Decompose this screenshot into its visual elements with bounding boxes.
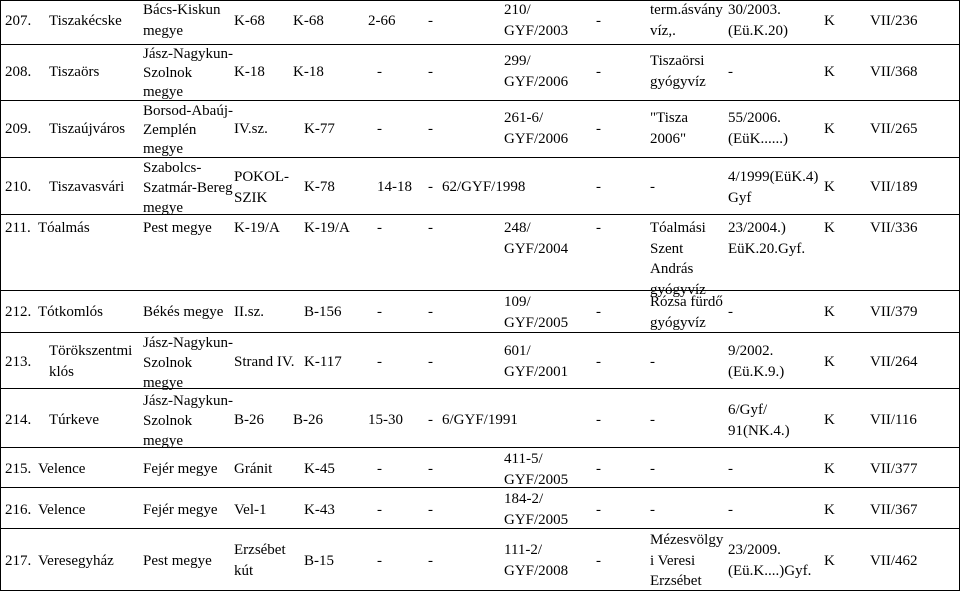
table-cell: 109/	[504, 294, 531, 310]
table-cell: -	[428, 304, 433, 320]
table-cell: megye	[143, 200, 183, 216]
table-cell: K-68	[234, 13, 265, 29]
table-cell: VII/462	[870, 553, 918, 569]
table-cell: Tóalmás	[38, 220, 90, 236]
table-cell: Szabolcs-	[143, 160, 202, 176]
table-cell: B-156	[304, 304, 342, 320]
table-cell: K-43	[304, 502, 335, 518]
table-cell: GYF/2005	[504, 512, 569, 528]
table-cell: Fejér megye	[143, 502, 218, 518]
table-cell: 111-2/	[504, 542, 543, 558]
table-cell: K	[824, 553, 835, 569]
table-cell: K-78	[304, 179, 335, 195]
table-cell: POKOL-	[234, 169, 289, 185]
table-cell: -	[428, 354, 433, 370]
table-cell: Békés megye	[143, 304, 224, 320]
table-cell: 217.	[5, 553, 32, 569]
table-cell: gyógyvíz	[650, 74, 706, 90]
table-cell: -	[596, 13, 601, 29]
table-cell: -	[650, 461, 655, 477]
table-cell: 411-5/	[504, 451, 543, 467]
table-cell: -	[728, 502, 733, 518]
table-cell: K	[824, 121, 835, 137]
table-cell: Strand IV.	[234, 354, 295, 370]
table-cell: K-19/A	[304, 220, 350, 236]
table-cell: GYF/2005	[504, 315, 569, 331]
table-cell: 248/	[504, 220, 531, 236]
table-cell: víz,.	[650, 23, 676, 39]
table-cell: 261-6/	[504, 110, 544, 126]
table-cell: megye	[143, 141, 183, 157]
table-cell: K	[824, 354, 835, 370]
table-cell: -	[428, 412, 433, 428]
table-cell: 212.	[5, 304, 32, 320]
table-cell: -	[377, 354, 382, 370]
row-divider	[0, 487, 960, 488]
table-cell: Szent	[650, 241, 684, 257]
table-cell: SZIK	[234, 190, 268, 206]
table-cell: gyógyvíz	[650, 282, 706, 298]
table-cell: VII/336	[870, 220, 918, 236]
table-cell: VII/116	[870, 412, 917, 428]
table-cell: 299/	[504, 53, 531, 69]
table-cell: Pest megye	[143, 553, 212, 569]
table-cell: term.ásvány	[650, 2, 723, 18]
table-cell: 9/2002.	[728, 343, 774, 359]
table-cell: 601/	[504, 343, 531, 359]
table-cell: -	[377, 64, 382, 80]
table-cell: GYF/2001	[504, 364, 569, 380]
table-cell: 216.	[5, 502, 32, 518]
table-cell: megye	[143, 84, 183, 100]
table-cell: K-45	[304, 461, 335, 477]
table-cell: 213.	[5, 354, 32, 370]
table-cell: (EüK......)	[728, 131, 788, 147]
table-cell: -	[428, 179, 433, 195]
table-cell: 207.	[5, 13, 32, 29]
table-cell: gyógyvíz	[650, 315, 706, 331]
table-cell: (Eü.K....)Gyf.	[728, 563, 812, 579]
table-cell: K	[824, 412, 835, 428]
table-cell: K-18	[234, 64, 265, 80]
table-cell: Törökszentmi	[49, 343, 133, 359]
table-cell: Tiszavasvári	[49, 179, 125, 195]
table-cell: -	[596, 179, 601, 195]
table-cell: GYF/2003	[504, 23, 569, 39]
table-cell: 214.	[5, 412, 32, 428]
table-cell: -	[650, 354, 655, 370]
table-cell: Gránit	[234, 461, 273, 477]
table-cell: VII/368	[870, 64, 918, 80]
table-cell: K	[824, 13, 835, 29]
table-cell: GYF/2006	[504, 74, 569, 90]
table-cell: VII/264	[870, 354, 918, 370]
table-cell: Borsod-Abaúj-	[143, 103, 233, 119]
table-cell: -	[377, 304, 382, 320]
table-cell: -	[596, 354, 601, 370]
table-cell: -	[428, 220, 433, 236]
table-cell: Jász-Nagykun-	[143, 393, 233, 409]
table-cell: GYF/2004	[504, 241, 569, 257]
table-cell: VII/379	[870, 304, 918, 320]
table-cell: Vel-1	[234, 502, 267, 518]
table-cell: 2-66	[368, 13, 396, 29]
table-cell: 210.	[5, 179, 32, 195]
table-cell: K	[824, 304, 835, 320]
table-cell: -	[428, 502, 433, 518]
table-cell: K-117	[304, 354, 342, 370]
table-cell: 15-30	[368, 412, 403, 428]
table-cell: EüK.20.Gyf.	[728, 241, 806, 257]
table-cell: (Eü.K.9.)	[728, 364, 785, 380]
table-cell: kút	[234, 563, 254, 579]
table-cell: megye	[143, 23, 183, 39]
table-cell: -	[596, 412, 601, 428]
table-cell: Szatmár-Bereg	[143, 180, 233, 196]
table-cell: -	[728, 64, 733, 80]
table-cell: Szolnok	[143, 355, 193, 371]
table-cell: 4/1999(EüK.4)	[728, 169, 819, 185]
table-cell: Gyf	[728, 190, 752, 206]
table-cell: -	[377, 502, 382, 518]
table-cell: i Veresi	[650, 553, 696, 569]
table-cell: 208.	[5, 64, 32, 80]
table-cell: Rózsa fürdő	[650, 294, 723, 310]
table-cell: B-26	[234, 412, 264, 428]
table-cell: megye	[143, 433, 183, 449]
table-cell: -	[596, 220, 601, 236]
table-cell: VII/189	[870, 179, 918, 195]
table-cell: Velence	[38, 461, 86, 477]
table-cell: Tótkomlós	[38, 304, 104, 320]
table-cell: Erzsébet	[234, 542, 286, 558]
table-cell: Jász-Nagykun-	[143, 46, 233, 62]
table-cell: K-68	[293, 13, 324, 29]
table-cell: Szolnok	[143, 65, 193, 81]
table-cell: Túrkeve	[49, 412, 99, 428]
table-cell: B-26	[293, 412, 323, 428]
table-cell: -	[377, 220, 382, 236]
table-cell: András	[650, 261, 694, 277]
table-cell: klós	[49, 364, 75, 380]
table-cell: 184-2/	[504, 491, 544, 507]
table-cell: 30/2003.	[728, 2, 781, 18]
table-cell: 2006"	[650, 131, 687, 147]
table-cell: 91(NK.4.)	[728, 423, 790, 439]
table-cell: Tiszaörsi	[650, 53, 705, 69]
table-cell: K	[824, 179, 835, 195]
table-cell: K	[824, 64, 835, 80]
table-cell: -	[428, 121, 433, 137]
table-cell: -	[428, 13, 433, 29]
table-cell: 23/2004.)	[728, 220, 786, 236]
table-cell: 211.	[5, 220, 31, 236]
table-cell: K-19/A	[234, 220, 280, 236]
table-cell: -	[428, 553, 433, 569]
table-cell: Szolnok	[143, 413, 193, 429]
table-cell: Pest megye	[143, 220, 212, 236]
table-cell: 55/2006.	[728, 110, 781, 126]
table-cell: -	[650, 179, 655, 195]
table-cell: Zemplén	[143, 122, 197, 138]
table-cell: VII/236	[870, 13, 918, 29]
table-cell: II.sz.	[234, 304, 264, 320]
table-cell: -	[377, 553, 382, 569]
table-cell: IV.sz.	[234, 121, 268, 137]
table-cell: VII/265	[870, 121, 918, 137]
table-cell: Jász-Nagykun-	[143, 335, 233, 351]
table-cell: -	[596, 502, 601, 518]
table-cell: 62/GYF/1998	[442, 179, 526, 195]
table-cell: GYF/2006	[504, 131, 569, 147]
table-cell: K-77	[304, 121, 335, 137]
table-cell: -	[650, 502, 655, 518]
table-cell: VII/377	[870, 461, 918, 477]
table-cell: K	[824, 461, 835, 477]
table-cell: Tóalmási	[650, 220, 706, 236]
table-cell: (Eü.K.20)	[728, 23, 788, 39]
table-cell: 6/Gyf/	[728, 402, 768, 418]
table-cell: -	[650, 412, 655, 428]
table-cell: -	[428, 64, 433, 80]
table-cell: K	[824, 220, 835, 236]
table-left-border	[0, 0, 1, 591]
table-cell: K	[824, 502, 835, 518]
table-cell: "Tisza	[650, 110, 689, 126]
table-cell: -	[428, 461, 433, 477]
table-cell: Fejér megye	[143, 461, 218, 477]
table-cell: K-18	[293, 64, 324, 80]
table-cell: -	[596, 304, 601, 320]
table-cell: -	[596, 553, 601, 569]
table-cell: 215.	[5, 461, 32, 477]
table-cell: Mézesvölgy	[650, 532, 724, 548]
table-cell: Veresegyház	[38, 553, 114, 569]
table-cell: VII/367	[870, 502, 918, 518]
row-divider	[0, 528, 960, 529]
table-cell: Tiszakécske	[49, 13, 122, 29]
table-cell: Tiszaújváros	[49, 121, 126, 137]
table-cell: 209.	[5, 121, 32, 137]
table-cell: 210/	[504, 2, 531, 18]
table-cell: -	[728, 461, 733, 477]
table-cell: GYF/2005	[504, 472, 569, 488]
table-cell: -	[728, 304, 733, 320]
table-cell: -	[596, 461, 601, 477]
table-cell: -	[596, 64, 601, 80]
table-cell: 14-18	[377, 179, 412, 195]
table-cell: megye	[143, 375, 183, 391]
table-cell: B-15	[304, 553, 334, 569]
table-cell: 6/GYF/1991	[442, 412, 518, 428]
table-cell: -	[377, 121, 382, 137]
row-divider	[0, 590, 960, 591]
table-cell: Tiszaörs	[49, 64, 100, 80]
table-cell: Velence	[38, 502, 86, 518]
table-cell: Erzsébet	[650, 573, 702, 589]
table-cell: 23/2009.	[728, 542, 781, 558]
table-cell: -	[377, 461, 382, 477]
row-divider	[0, 290, 960, 291]
table-cell: -	[596, 121, 601, 137]
table-cell: Bács-Kiskun	[143, 2, 221, 18]
table-cell: GYF/2008	[504, 563, 569, 579]
